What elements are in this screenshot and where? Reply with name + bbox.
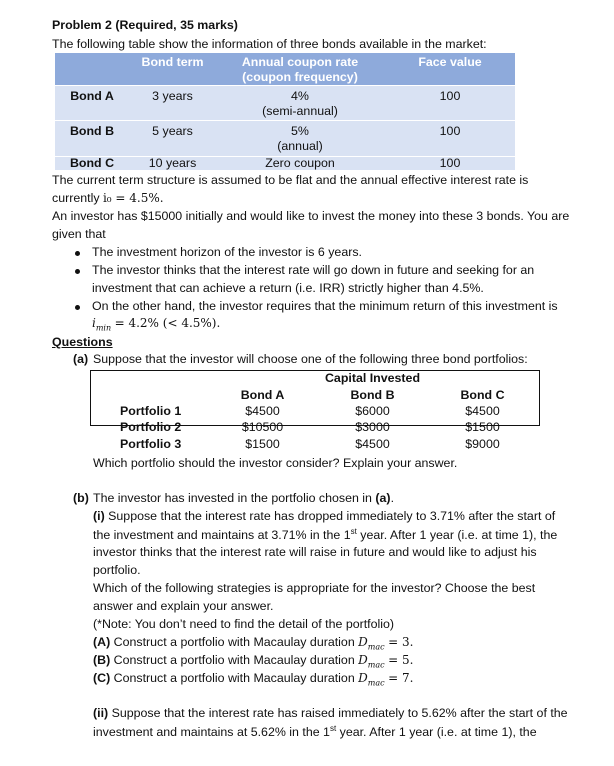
imin-symbol: i [92,316,96,330]
qb-ii-line1 [93,706,568,720]
header-coupon-frequency: (coupon frequency) [242,70,358,84]
dmac-symbol: D [358,635,368,649]
bullet-3-line2 [92,316,220,332]
portfolio-table-left-rule [90,370,91,426]
qb-ii-line2-post: year. After 1 year (i.e. at time 1), the [336,725,537,740]
qb-ii-line2-sup: st [329,724,337,733]
bond-a-term: 3 years [152,89,193,103]
option-b [93,653,413,669]
bullet-dot [75,305,80,310]
option-a [93,635,413,651]
row-divider [55,120,515,121]
option-b-label: (B) [93,653,111,667]
qb-i-label: (i) [93,509,105,523]
qb-i-note: (*Note: You don’t need to find the detail of the portfolio) [93,617,395,631]
portfolio-3-bond-a: $1500 [245,437,280,451]
bond-c-coupon: Zero coupon [265,156,335,170]
qb-i-line1-text: Suppose that the interest rate has dropped immediately to 3.71% after the start of [108,509,556,523]
qb-i-line5: Which of the following strategies is appropriate for the investor? Choose the best [93,581,536,595]
qb-i-line2-sup: st [350,527,357,536]
portfolio-3-bond-b: $4500 [355,437,390,451]
problem-heading: Problem 2 (Required, 35 marks) [52,18,238,32]
qb-i-line2-post: year. After 1 year (i.e. at time 1), the [356,528,558,543]
bond-b-name: Bond B [69,124,115,138]
option-a-label: (A) [93,635,111,649]
qb-i-line3: investor thinks that the interest rate will raise in future and would like to adjust his [93,545,537,559]
qa-text: Suppose that the investor will choose one of the following three bond portfolios: [93,352,528,366]
dmac-subscript: mac [367,642,385,652]
bond-a-frequency: (semi-annual) [262,104,338,118]
option-b-text: Construct a portfolio with Macaulay duration [113,653,355,667]
dmac-symbol: D [358,671,368,685]
bond-a-coupon: 4% [291,89,309,103]
capital-invested-caption: Capital Invested [324,371,421,385]
option-a-text: Construct a portfolio with Macaulay duration [113,635,355,649]
portfolio-2-name: Portfolio 2 [120,420,182,434]
portfolio-3-name: Portfolio 3 [120,437,182,451]
row-divider [55,85,515,86]
bond-c-term: 10 years [148,156,197,170]
imin-subscript: min [95,323,112,333]
col-bond-b: Bond B [350,388,395,402]
option-c-label: (C) [93,671,111,685]
bond-c-face: 100 [439,156,461,170]
bullet-1: The investment horizon of the investor is 6 years. [92,245,362,259]
dmac-symbol: D [358,653,368,667]
para1-line2 [52,191,164,205]
portfolio-1-bond-a: $4500 [245,404,280,418]
qb-i-line2 [93,527,557,542]
portfolio-1-name: Portfolio 1 [120,404,182,418]
qb-text-pre: The investor has invested in the portfolio chosen in [93,491,372,505]
header-coupon-rate: Annual coupon rate [241,55,359,69]
col-bond-a: Bond A [240,388,285,402]
qb-i-line1 [93,509,555,523]
bond-a-face: 100 [439,89,461,103]
bond-c-name: Bond C [69,156,115,170]
para2-line1: An investor has $15000 initially and would like to invest the money into these 3 bonds. You are [52,209,570,223]
bond-a-name: Bond A [70,89,114,103]
para1-currently: currently [52,191,100,205]
option-c-value: = 7. [388,671,414,685]
option-c-text: Construct a portfolio with Macaulay duration [113,671,355,685]
qb-i-line2-pre: the investment and maintains at 3.71% in the 1 [93,528,351,543]
imin-value: = 4.2% (< 4.5%). [114,316,221,330]
qb-label: (b) [73,491,89,505]
option-b-value: = 5. [388,653,414,667]
para1-line1: The current term structure is assumed to be flat and the annual effective interest rate is [52,173,529,187]
qb-i-line6: answer and explain your answer. [93,599,274,613]
bullet-2-line1: The investor thinks that the interest rate will go down in future and seeking for an [92,263,535,277]
qb-ii-label: (ii) [93,706,109,720]
qa-label: (a) [73,352,89,366]
bond-b-face: 100 [439,124,461,138]
bond-b-term: 5 years [152,124,193,138]
option-a-value: = 3. [388,635,414,649]
intro-text: The following table show the information of three bonds available in the market: [52,37,487,51]
col-bond-c: Bond C [460,388,505,402]
questions-label: Questions [52,335,113,349]
qb-ii-line2-pre: investment and maintains at 5.62% in the 1 [93,725,330,740]
portfolio-2-bond-a: $10500 [241,420,284,434]
qb-ii-line2 [93,724,537,739]
header-face-value: Face value [418,55,482,69]
qb-text-post: . [390,491,395,505]
portfolio-2-bond-c: $1500 [465,420,500,434]
qb-i-line4: portfolio. [93,563,141,577]
dmac-subscript: mac [367,660,385,670]
option-c [93,671,413,687]
portfolio-2-bond-b: $3000 [355,420,390,434]
header-bond-term: Bond term [141,55,204,69]
qb-text [93,491,394,505]
qb-ii-line1-text: Suppose that the interest rate has raised immediately to 5.62% after the start of the [111,706,568,720]
dmac-subscript: mac [367,678,385,688]
bond-b-frequency: (annual) [277,139,323,153]
bond-b-coupon: 5% [291,124,309,138]
bullet-dot [75,251,80,256]
portfolio-1-bond-b: $6000 [355,404,390,418]
bullet-dot [75,269,80,274]
bullet-3-line1: On the other hand, the investor requires that the minimum return of this investment is [92,299,558,313]
qa-followup: Which portfolio should the investor consider? Explain your answer. [93,456,458,470]
qb-text-ref: (a) [375,491,391,505]
portfolio-3-bond-c: $9000 [465,437,500,451]
portfolio-1-bond-c: $4500 [465,404,500,418]
current-rate: i₀ = 4.5%. [102,191,164,205]
bullet-2-line2: investment that can achieve a return (i.e. IRR) strictly higher than 4.5%. [92,281,484,295]
para2-line2: given that [52,227,106,241]
